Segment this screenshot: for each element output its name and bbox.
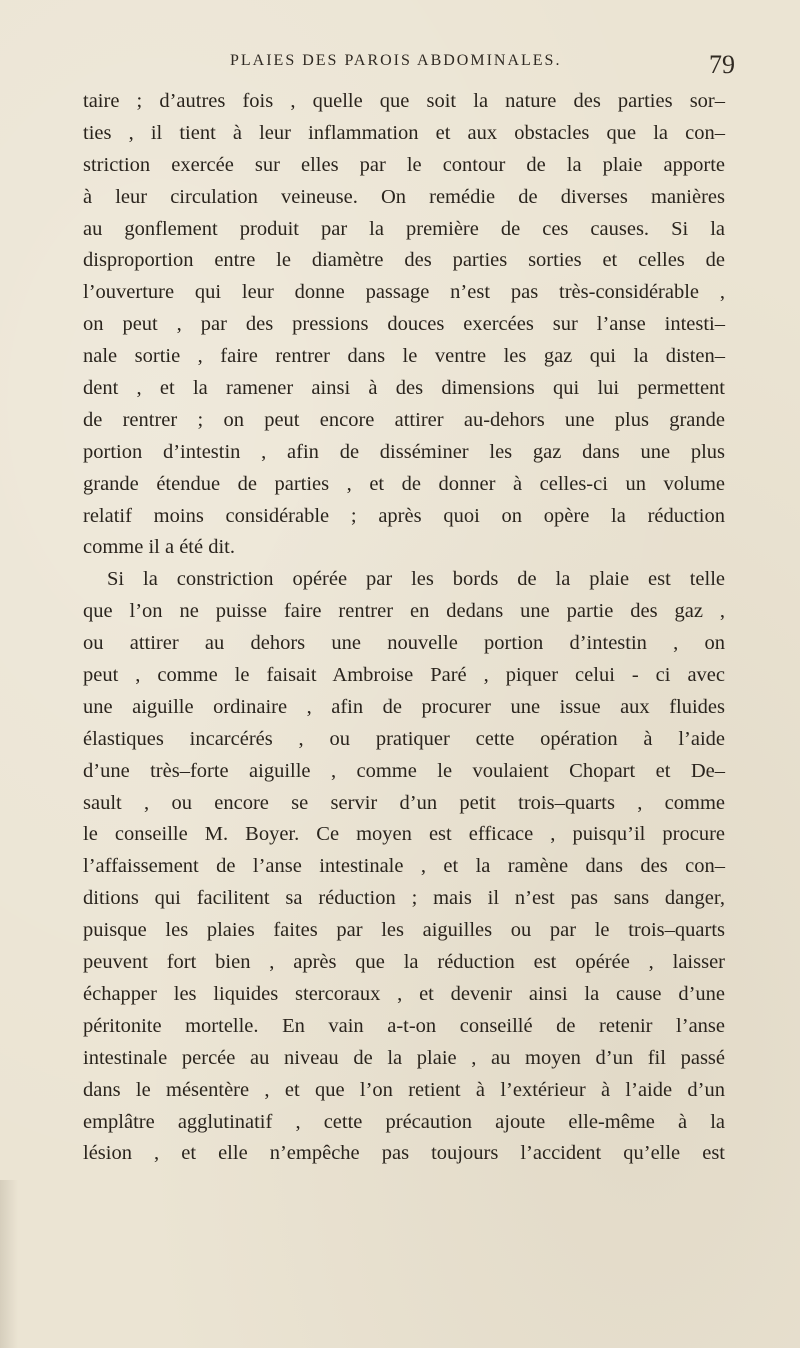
text-line: le conseille M. Boyer. Ce moyen est efficace , puisqu’il procure bbox=[83, 823, 725, 846]
page-edge-stain bbox=[0, 1180, 18, 1348]
text-line: que l’on ne puisse faire rentrer en dedans une partie des gaz , bbox=[83, 600, 725, 623]
text-line: l’affaissement de l’anse intestinale , et la ramène dans des con– bbox=[83, 855, 725, 878]
text-line: d’une très–forte aiguille , comme le voulaient Chopart et De– bbox=[83, 759, 725, 782]
text-line: l’ouverture qui leur donne passage n’est pas très-considérable , bbox=[83, 281, 725, 304]
running-head bbox=[0, 52, 800, 82]
text-line: échapper les liquides stercoraux , et devenir ainsi la cause d’une bbox=[83, 982, 725, 1005]
text-line: péritonite mortelle. En vain a-t-on conseillé de retenir l’anse bbox=[83, 1014, 725, 1037]
text-line: élastiques incarcérés , ou pratiquer cette opération à l’aide bbox=[83, 727, 725, 750]
text-line: disproportion entre le diamètre des parties sorties et celles de bbox=[83, 249, 725, 272]
text-line: lésion , et elle n’empêche pas toujours l’accident qu’elle est bbox=[83, 1142, 725, 1165]
text-line: ties , il tient à leur inflammation et aux obstacles que la con– bbox=[83, 121, 725, 144]
text-line: à leur circulation veineuse. On remédie de diverses manières bbox=[83, 185, 725, 208]
text-line: puisque les plaies faites par les aiguilles ou par le trois–quarts bbox=[83, 919, 725, 942]
paragraph-start-line: Si la constriction opérée par les bords de la plaie est telle bbox=[107, 568, 725, 591]
text-line: portion d’intestin , afin de disséminer les gaz dans une plus bbox=[83, 440, 725, 463]
body-text bbox=[83, 86, 725, 1170]
text-line: ditions qui facilitent sa réduction ; mais il n’est pas sans danger, bbox=[83, 887, 725, 910]
text-line: peuvent fort bien , après que la réduction est opérée , laisser bbox=[83, 951, 725, 974]
running-title: PLAIES DES PAROIS ABDOMINALES. bbox=[230, 52, 562, 69]
text-line: peut , comme le faisait Ambroise Paré , piquer celui - ci avec bbox=[83, 664, 725, 687]
text-line: dans le mésentère , et que l’on retient à l’extérieur à l’aide d’un bbox=[83, 1078, 725, 1101]
text-line: relatif moins considérable ; après quoi on opère la réduction bbox=[83, 504, 725, 527]
text-line: au gonflement produit par la première de ces causes. Si la bbox=[83, 217, 725, 240]
page-number: 79 bbox=[709, 50, 735, 79]
text-line: grande étendue de parties , et de donner à celles-ci un volume bbox=[83, 472, 725, 495]
text-line: dent , et la ramener ainsi à des dimensions qui lui permettent bbox=[83, 377, 725, 400]
text-line: ou attirer au dehors une nouvelle portion d’intestin , on bbox=[83, 632, 725, 655]
text-line: taire ; d’autres fois , quelle que soit la nature des parties sor– bbox=[83, 90, 725, 112]
text-line: intestinale percée au niveau de la plaie , au moyen d’un fil passé bbox=[83, 1046, 725, 1069]
text-line: comme il a été dit. bbox=[83, 536, 235, 559]
text-line: une aiguille ordinaire , afin de procurer une issue aux fluides bbox=[83, 695, 725, 718]
text-line: de rentrer ; on peut encore attirer au-dehors une plus grande bbox=[83, 408, 725, 431]
text-line: nale sortie , faire rentrer dans le ventre les gaz qui la disten– bbox=[83, 345, 725, 368]
text-line: sault , ou encore se servir d’un petit trois–quarts , comme bbox=[83, 791, 725, 814]
text-line: striction exercée sur elles par le contour de la plaie apporte bbox=[83, 153, 725, 176]
text-line: on peut , par des pressions douces exercées sur l’anse intesti– bbox=[83, 313, 725, 336]
text-line: emplâtre agglutinatif , cette précaution ajoute elle-même à la bbox=[83, 1110, 725, 1133]
